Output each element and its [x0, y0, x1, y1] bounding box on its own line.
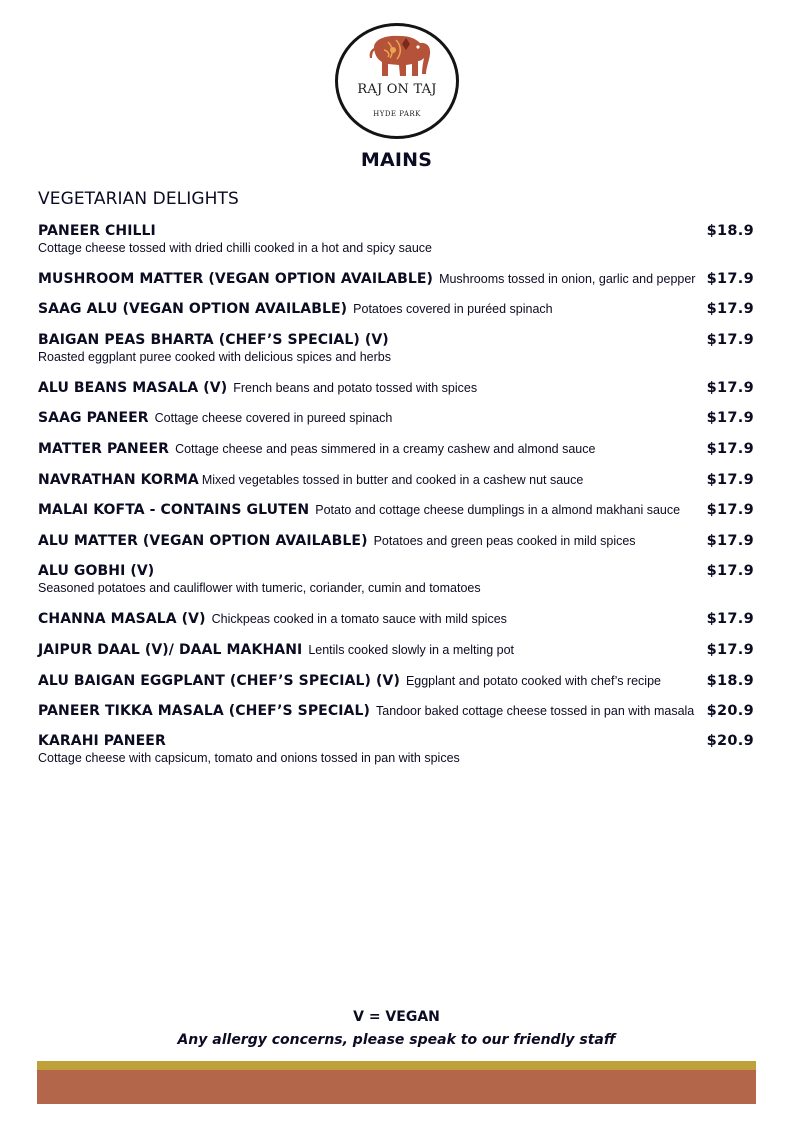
item-name: MATTER PANEER	[38, 441, 170, 457]
item-description: Chickpeas cooked in a tomato sauce with mild spices	[211, 612, 507, 626]
menu-item	[38, 611, 754, 627]
item-name: ALU BAIGAN EGGPLANT (CHEF’S SPECIAL) (V)	[38, 673, 400, 689]
item-description: Cottage cheese with capsicum, tomato and onions tossed in pan with spices	[38, 751, 460, 765]
item-description: Potato and cottage cheese dumplings in a almond makhani sauce	[315, 503, 681, 517]
item-name: ALU BEANS MASALA (V)	[38, 380, 228, 396]
menu-item	[38, 380, 754, 396]
page-title: MAINS	[360, 149, 433, 171]
item-description: Mixed vegetables tossed in butter and cooked in a cashew nut sauce	[201, 473, 584, 487]
item-price: $17.9	[706, 332, 754, 348]
item-price: $17.9	[706, 563, 754, 579]
item-name: MALAI KOFTA - CONTAINS GLUTEN	[38, 502, 310, 518]
item-price: $17.9	[706, 533, 754, 549]
item-name: PANEER TIKKA MASALA (CHEF’S SPECIAL)	[38, 703, 370, 719]
item-description: Cottage cheese tossed with dried chilli cooked in a hot and spicy sauce	[38, 241, 432, 255]
menu-item	[38, 642, 754, 658]
item-description: Seasoned potatoes and cauliflower with tumeric, coriander, cumin and tomatoes	[38, 581, 481, 595]
footer-band-gold	[37, 1061, 756, 1070]
brand-name: RAJ ON TAJ	[357, 82, 437, 97]
item-name: SAAG ALU (VEGAN OPTION AVAILABLE)	[38, 301, 348, 317]
item-name: CHANNA MASALA (V)	[38, 611, 206, 627]
item-name: KARAHI PANEER	[38, 733, 166, 749]
item-price: $17.9	[706, 472, 754, 488]
menu-item	[38, 563, 754, 595]
brand-location: HYDE PARK	[373, 110, 421, 118]
item-price: $17.9	[706, 611, 754, 627]
menu-item	[38, 271, 754, 287]
item-description: French beans and potato tossed with spices	[233, 381, 478, 395]
menu-item	[38, 703, 754, 719]
menu-item	[38, 733, 754, 765]
menu-item	[38, 673, 754, 689]
item-price: $18.9	[706, 223, 754, 239]
menu-item	[38, 533, 754, 549]
item-name: PANEER CHILLI	[38, 223, 156, 239]
item-description: Cottage cheese and peas simmered in a creamy cashew and almond sauce	[175, 442, 596, 456]
item-price: $17.9	[706, 410, 754, 426]
item-name: ALU MATTER (VEGAN OPTION AVAILABLE)	[38, 533, 368, 549]
item-name: SAAG PANEER	[38, 410, 149, 426]
item-price: $17.9	[706, 502, 754, 518]
item-price: $17.9	[706, 301, 754, 317]
item-description: Mushrooms tossed in onion, garlic and pepper	[439, 272, 696, 286]
restaurant-logo	[335, 23, 459, 139]
item-name: MUSHROOM MATTER (VEGAN OPTION AVAILABLE)	[38, 271, 434, 287]
elephant-icon	[366, 32, 434, 80]
item-price: $17.9	[706, 380, 754, 396]
vegan-legend: V = VEGAN	[353, 1009, 440, 1025]
allergy-notice: Any allergy concerns, please speak to our friendly staff	[177, 1032, 616, 1048]
item-price: $17.9	[706, 441, 754, 457]
item-description: Potatoes and green peas cooked in mild spices	[373, 534, 636, 548]
menu-item	[38, 223, 754, 255]
section-title: VEGETARIAN DELIGHTS	[38, 189, 239, 209]
item-price: $20.9	[706, 733, 754, 749]
item-description: Lentils cooked slowly in a melting pot	[308, 643, 514, 657]
item-description: Potatoes covered in puréed spinach	[353, 302, 553, 316]
item-description: Roasted eggplant puree cooked with delicious spices and herbs	[38, 350, 392, 364]
menu-item	[38, 472, 754, 488]
menu-item	[38, 301, 754, 317]
menu-item	[38, 502, 754, 518]
menu-item	[38, 410, 754, 426]
item-price: $17.9	[706, 271, 754, 287]
menu-item	[38, 441, 754, 457]
item-name: JAIPUR DAAL (V)/ DAAL MAKHANI	[38, 642, 303, 658]
item-name: NAVRATHAN KORMA	[38, 472, 199, 488]
item-price: $18.9	[706, 673, 754, 689]
menu-item	[38, 332, 754, 364]
item-price: $17.9	[706, 642, 754, 658]
item-price: $20.9	[706, 703, 754, 719]
item-name: ALU GOBHI (V)	[38, 563, 155, 579]
item-description: Tandoor baked cottage cheese tossed in pan with masala	[376, 704, 695, 718]
item-description: Eggplant and potato cooked with chef’s recipe	[405, 674, 661, 688]
item-name: BAIGAN PEAS BHARTA (CHEF’S SPECIAL) (V)	[38, 332, 389, 348]
footer-band-rust	[37, 1070, 756, 1104]
item-description: Cottage cheese covered in pureed spinach	[154, 411, 393, 425]
